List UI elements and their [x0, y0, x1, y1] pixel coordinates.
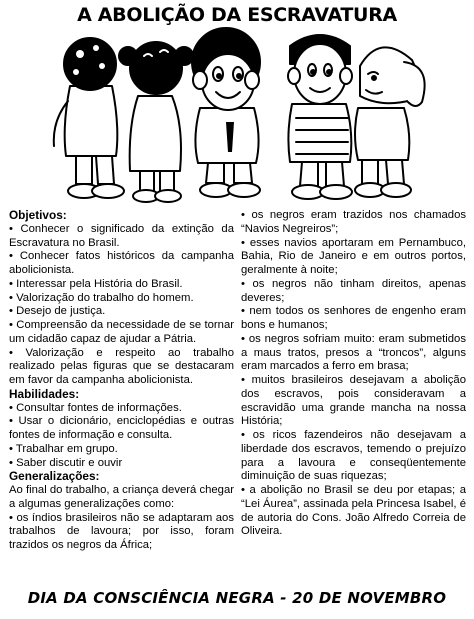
section-heading: Habilidades: [9, 386, 80, 401]
section-heading: Generalizações: [9, 469, 100, 484]
list-item: • os negros sofriam muito: eram submetidos a maus tratos, presos a “troncos”, alguns eram marcados a ferro em brasa; [241, 332, 466, 373]
list-item: • esses navios aportaram em Pernambuco, Bahia, Rio de Janeiro e em outros portos, geralmente à noite; [241, 236, 466, 276]
page-title: A ABOLIÇÃO DA ESCRAVATURA [77, 4, 397, 26]
list-item: • os negros eram trazidos nos chamados “Navios Negreiros”; [241, 209, 466, 235]
right-column [241, 209, 466, 539]
list-item: • Valorização do trabalho do homem. [9, 291, 194, 304]
list-item: • Compreensão da necessidade de se tornar um cidadão capaz de ajudar a Pátria. [9, 319, 234, 345]
child-2 [119, 42, 193, 202]
list-item: • os índios brasileiros não se adaptaram aos trabalhos de lavoura; por isso, foram trazidos os negros da África; [9, 511, 234, 551]
list-item: • a abolição no Brasil se deu por etapas; a “Lei Áurea”, assinada pela Princesa Isabel, é de autoria do Cons. João Alfredo Correia de Oliveira. [241, 484, 466, 538]
child-5 [355, 47, 425, 197]
list-item: • Interessar pela História do Brasil. [9, 277, 183, 290]
children-illustration [40, 26, 435, 206]
footer-banner: DIA DA CONSCIÊNCIA NEGRA - 20 DE NOVEMBRO [27, 589, 447, 607]
list-item: Ao final do trabalho, a criança deverá chegar a algumas generalizações como: [9, 484, 234, 510]
list-item: • Conhecer fatos históricos da campanha abolicionista. [9, 250, 234, 276]
list-item: • Saber discutir e ouvir [9, 456, 123, 469]
child-1 [54, 38, 124, 198]
list-item: • Valorização e respeito ao trabalho realizado pelas figuras que se destacaram em favor da campanha abolicionista. [9, 346, 234, 386]
list-item: • nem todos os senhores de engenho eram bons e humanos; [241, 305, 466, 331]
list-item: • Usar o dicionário, enciclopédias e outras fontes de informação e consulta. [9, 415, 234, 441]
list-item: • os negros não tinham direitos, apenas deveres; [241, 277, 466, 304]
child-3 [192, 28, 260, 197]
list-item: • muitos brasileiros desejavam a abolição dos escravos, pois consideravam a escravidão uma grande mancha na nossa História; [241, 374, 466, 428]
list-item: • Trabalhar em grupo. [9, 442, 118, 455]
list-item: • Desejo de justiça. [9, 305, 106, 318]
list-item: • Consultar fontes de informações. [9, 401, 182, 414]
section-heading: Objetivos: [9, 208, 67, 222]
left-column [9, 209, 234, 553]
child-4 [288, 35, 352, 199]
list-item: • Conhecer o significado da extinção da Escravatura no Brasil. [9, 222, 234, 249]
list-item: • os ricos fazendeiros não desejavam a liberdade dos escravos, temendo o prejuízo para a lavoura e conseqüentemente diminuição de suas riquezas; [241, 429, 466, 483]
